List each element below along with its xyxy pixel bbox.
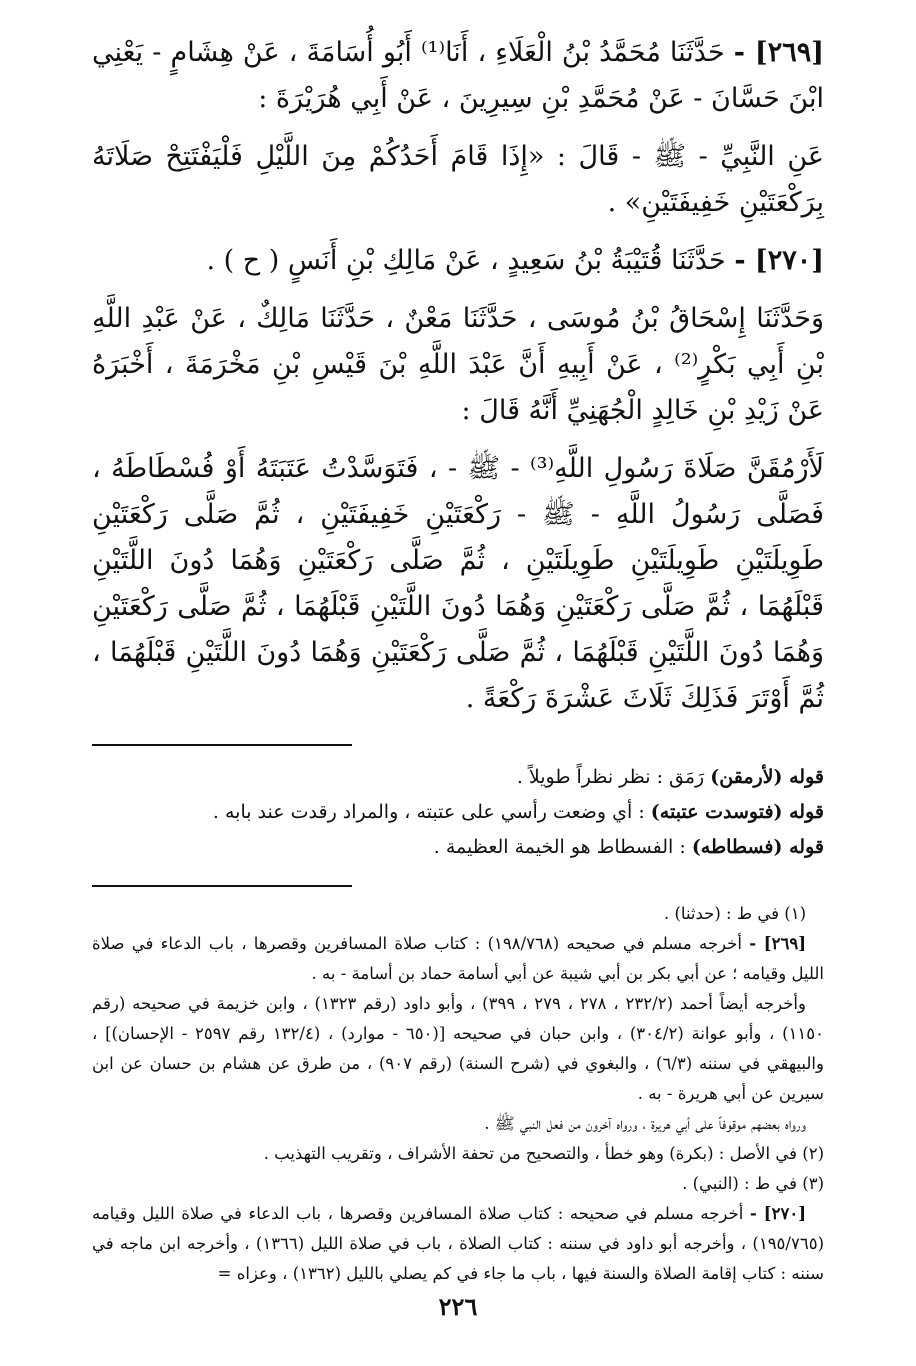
footnote-1: (١) في ط : (حدثنا) . (663, 904, 806, 923)
hadith-270-paragraph (92, 238, 824, 284)
footnote-3: (٣) في ط : (النبي) . (682, 1174, 824, 1193)
hadith-text: حَدَّثَنَا قُتَيْبَةُ بْنُ سَعِيدٍ ، عَنْ مَالِكِ بْنِ أَنَسٍ ( ح ) . (206, 245, 726, 276)
hadith-269-matn (92, 134, 824, 226)
gloss-line (92, 760, 824, 795)
page-number: ٢٢٦ (438, 1292, 478, 1321)
hadith-270-isnad (92, 296, 824, 434)
glossary-divider (92, 744, 352, 746)
gloss-line (92, 830, 824, 865)
hadith-269-paragraph (92, 30, 824, 122)
takhrij-number: [٢٧٠] - (749, 1204, 806, 1223)
hadith-number: [٢٦٩] - (733, 37, 824, 68)
takhrij-269 (92, 929, 824, 989)
takhrij-270 (92, 1199, 824, 1289)
hadith-text: عَنِ النَّبِيِّ - ﷺ - قَالَ : «إِذَا قَامَ أَحَدُكُمْ مِنَ اللَّيْلِ فَلْيَفْتَتِحْ صَلَاتَهُ بِرَكْعَتَيْنِ خَفِيفَتَيْنِ» . (92, 141, 824, 218)
main-text (92, 30, 824, 722)
hadith-270-matn (92, 446, 824, 722)
gloss-term: قوله (لأرمقن) (710, 766, 824, 788)
gloss-line (92, 795, 824, 830)
gloss-definition: : الفسطاط هو الخيمة العظيمة . (433, 836, 692, 858)
gloss-definition: : أي وضعت رأسي على عتبته ، والمراد رقدت عند بابه . (212, 801, 651, 823)
takhrij-number: [٢٦٩] - (749, 934, 807, 953)
hadith-text: حَدَّثَنَا مُحَمَّدُ بْنُ الْعَلَاءِ ، أَنَا⁽¹⁾ أَبُو أُسَامَةَ ، عَنْ هِشَامٍ - يَعْنِي ابْنَ حَسَّانَ - عَنْ مُحَمَّدِ بْنِ سِيرِينَ ، عَنْ أَبِي هُرَيْرَةَ : (92, 37, 824, 114)
footnote-2: (٢) في الأصل : (بكرة) وهو خطأ ، والتصحيح من تحفة الأشراف ، وتقريب التهذيب . (263, 1144, 824, 1163)
takhrij-269-mawquf: ورواه بعضهم موقوفاً على أبي هريرة ، ورواه آخرون من فعل النبي ﷺ . (484, 1114, 806, 1133)
hadith-number: [٢٧٠] - (734, 245, 824, 276)
hadith-text: لَأَرْمُقَنَّ صَلَاةَ رَسُولِ اللَّهِ⁽³⁾ - ﷺ - ، فَتَوَسَّدْتُ عَتَبَتَهُ أَوْ فُسْطَاطَهُ ، فَصَلَّى رَسُولُ اللَّهِ - ﷺ - رَكْعَتَيْنِ خَفِيفَتَيْنِ ، ثُمَّ صَلَّى رَكْعَتَيْنِ طَوِيلَتَيْنِ طَوِيلَتَيْنِ طَوِيلَتَيْنِ ، ثُمَّ صَلَّى رَكْعَتَيْنِ وَهُمَا دُونَ اللَّتَيْنِ قَبْلَهُمَا ، ثُمَّ صَلَّى رَكْعَتَيْنِ وَهُمَا دُونَ اللَّتَيْنِ قَبْلَهُمَا ، ثُمَّ صَلَّى رَكْعَتَيْنِ وَهُمَا دُونَ اللَّتَيْنِ قَبْلَهُمَا ، ثُمَّ صَلَّى رَكْعَتَيْنِ وَهُمَا دُونَ اللَّتَيْنِ قَبْلَهُمَا ، ثُمَّ أَوْتَرَ فَذَلِكَ ثَلَاثَ عَشْرَةَ رَكْعَةً . (92, 453, 824, 714)
footnotes-divider (92, 885, 352, 887)
takhrij-text: أخرجه مسلم في صحيحه : كتاب صلاة المسافرين وقصرها ، باب الدعاء في صلاة الليل وقيامه (١٩٥/٧٦٥) ، وأخرجه أبو داود في سننه : كتاب الصلاة ، باب في صلاة الليل (١٣٦٦) ، وأخرجه ابن ماجه في سننه : كتاب إقامة الصلاة والسنة فيها ، باب ما جاء في كم يصلي بالليل (١٣٦٢) ، وعزاه = (92, 1204, 824, 1283)
takhrij-269-more: وأخرجه أيضاً أحمد (٢٣٢/٢ ، ٢٧٨ ، ٢٧٩ ، ٣٩٩) ، وأبو داود (رقم ١٣٢٣) ، وابن خزيمة في صحيحه (رقم ١١٥٠) ، وأبو عوانة (٣٠٤/٢) ، وابن حبان في صحيحه [(٦٥٠ - موارد) ، (١٣٢/٤ رقم ٢٥٩٧ - الإحسان)] ، والبيهقي في سننه (٦/٣) ، والبغوي في (شرح السنة) (رقم ٩٠٧) ، من طرق عن هشام بن حسان عن ابن سيرين عن أبي هريرة - به . (92, 994, 824, 1103)
gloss-definition: رَمَق : نظر نظراً طويلاً . (516, 766, 711, 788)
gloss-term: قوله (فسطاطه) (691, 836, 824, 858)
glossary (92, 760, 824, 865)
hadith-text: وَحَدَّثَنَا إِسْحَاقُ بْنُ مُوسَى ، حَدَّثَنَا مَعْنٌ ، حَدَّثَنَا مَالِكٌ ، عَنْ عَبْدِ اللَّهِ بْنِ أَبِي بَكْرٍ⁽²⁾ ، عَنْ أَبِيهِ أَنَّ عَبْدَ اللَّهِ بْنَ قَيْسِ بْنِ مَخْرَمَةَ ، أَخْبَرَهُ عَنْ زَيْدِ بْنِ خَالِدٍ الْجُهَنِيِّ أَنَّهُ قَالَ : (92, 303, 824, 426)
takhrij-text: أخرجه مسلم في صحيحه (١٩٨/٧٦٨) : كتاب صلاة المسافرين وقصرها ، باب الدعاء في صلاة الليل وقيامه ؛ عن أبي بكر بن أبي شيبة عن أبي أسامة حماد بن أسامة - به . (92, 934, 824, 983)
footnotes (92, 899, 824, 1289)
gloss-term: قوله (فتوسدت عتبته) (650, 801, 824, 823)
